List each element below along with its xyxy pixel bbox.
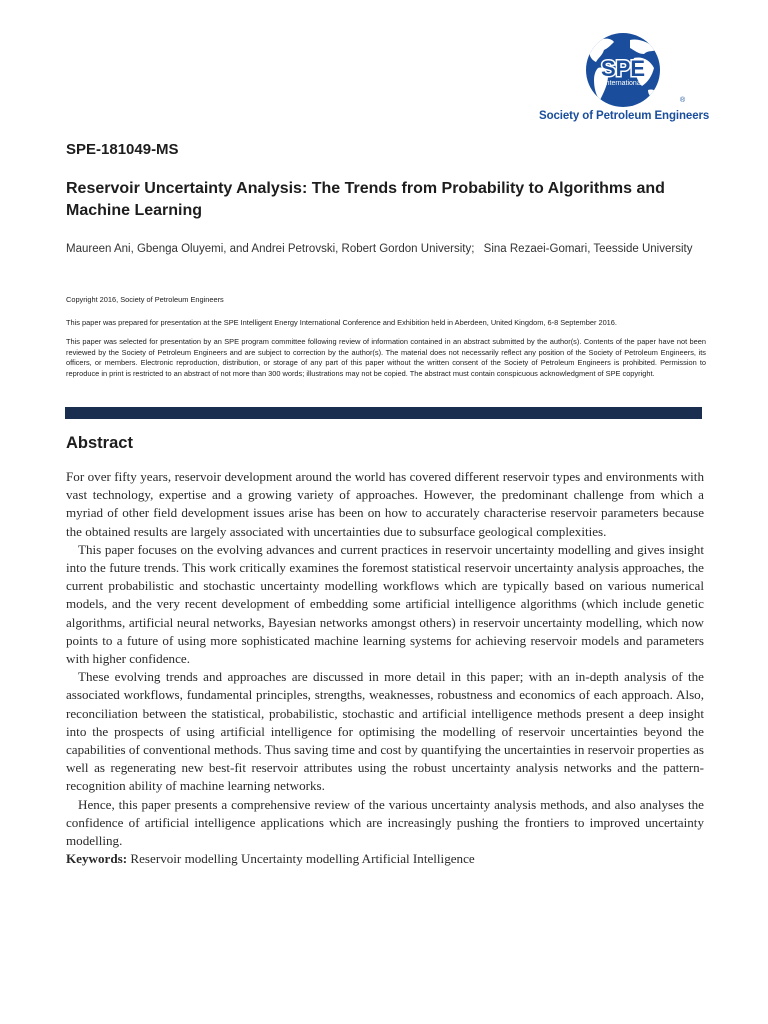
paper-id: SPE-181049-MS: [66, 141, 179, 158]
registered-mark: ®: [680, 97, 686, 104]
authors-rgu: Maureen Ani, Gbenga Oluyemi, and Andrei Petrovski, Robert Gordon University;: [66, 243, 475, 255]
abstract-body: [66, 468, 704, 868]
spe-society-caption: Society of Petroleum Engineers: [539, 110, 710, 122]
keywords-line: [66, 850, 704, 868]
keywords-list: Reservoir modelling Uncertainty modelling Artificial Intelligence: [130, 851, 475, 867]
presentation-notice: This paper was prepared for presentation at the SPE Intelligent Energy International Conference and Exhibition held in Aberdeen, United Kingdom, 6-8 September 2016.: [66, 318, 617, 327]
header-divider: [65, 407, 702, 419]
abstract-paragraph: This paper focuses on the evolving advances and current practices in reservoir uncertainty modelling and gives insight into the future trends. This work critically examines the foremost statistical reservoir uncertainty analysis approaches, the current probabilistic and stochastic uncertainty modelling workflows which are typically based on various numerical models, and the very recent development of embedding some artificial intelligence algorithms (which include genetic algorithms, artificial neural networks, Bayesian networks amongst others) in reservoir uncertainty modelling, which now points to a future of using more sophisticated machine learning systems for achieving reservoir models and parameters with higher confidence.: [66, 541, 704, 667]
keywords-label: Keywords:: [66, 851, 128, 867]
paper-title: Reservoir Uncertainty Analysis: The Trends from Probability to Algorithms and Machine Learning: [66, 180, 665, 219]
authors-teesside: Sina Rezaei-Gomari, Teesside University: [483, 243, 693, 255]
abstract-paragraph: These evolving trends and approaches are discussed in more detail in this paper; with an in-depth analysis of the associated workflows, fundamental principles, strengths, weaknesses, robustness and economics of each approach. Also, reconciliation between the statistical, probabilistic, stochastic and artificial intelligence methods present a deep insight into the prospects of using artificial intelligence for optimising the modelling of reservoir uncertainties beyond the capabilities of conventional methods. Thus saving time and cost by quantifying the uncertainties in reservoir properties as well as regenerating new best-fit reservoir attributes using the robust uncertainty analysis networks and the pattern-recognition ability of machine learning networks.: [66, 669, 704, 794]
copyright-notice: Copyright 2016, Society of Petroleum Engineers: [66, 295, 224, 304]
paper-authors: [66, 240, 706, 258]
abstract-paragraph: Hence, this paper presents a comprehensive review of the various uncertainty analysis methods, and also analyses the confidence of artificial intelligence applications which are increasingly pushing the frontiers to improved uncertainty modelling.: [66, 796, 704, 849]
abstract-heading: Abstract: [66, 434, 133, 452]
selection-notice: This paper was selected for presentation by an SPE program committee following review of information contained in an abstract submitted by the author(s). Contents of the paper have not been reviewed by the Society of Petroleum Engineers and are subject to correction by the author(s). The material does not necessarily reflect any position of the Society of Petroleum Engineers, its officers, or members. Electronic reproduction, distribution, or storage of any part of this paper without the written consent of the Society of Petroleum Engineers is prohibited. Permission to reproduce in print is restricted to an abstract of not more than 300 words; illustrations may not be copied. The abstract must contain conspicuous acknowledgment of SPE copyright.: [66, 337, 706, 378]
abstract-paragraph: For over fifty years, reservoir development around the world has covered different reservoir types and environments with vast technology, expertise and a growing variety of approaches. However, the predominant challenge from which a myriad of other field development issues arise has been on how to accurately characterise reservoir parameters because the obtained results are largely associated with uncertainties due to subsurface geological complexities.: [66, 469, 704, 539]
spe-mark-subtext: International: [603, 80, 643, 87]
spe-mark-text: SPE: [600, 56, 646, 81]
